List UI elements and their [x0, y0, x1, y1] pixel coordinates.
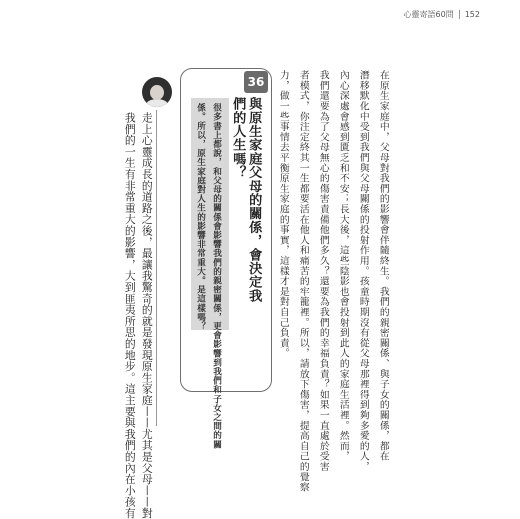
question-number-badge: 36 — [244, 71, 268, 93]
answer-column-2: 我們的一生有非常重大的影響，大到匪夷所思的地步。這主要與我們的內在小孩有 — [123, 112, 137, 519]
book-title: 心靈寄語60問 — [403, 10, 454, 19]
header-divider — [459, 10, 460, 19]
question-subtitle-line-2: 係。所以，原生家庭對人生的影響非常重大。是這樣嗎？ — [195, 103, 206, 331]
page-header — [404, 9, 480, 20]
question-title-line-2: 們的人生嗎？ — [230, 97, 246, 180]
body-column-3: 內心深處會感到匱乏和不安；長大後，這些陰影也會投射到此人的家庭生活裡。然而， — [337, 70, 349, 462]
body-column-1: 在原生家庭中，父母對我們的影響會伴隨終生。我們的親密關係、與子女的關係，都在 — [377, 70, 389, 462]
body-column-4: 我們還要為了父母無心的傷害責備他們多久？還要為我們的幸福負責？如果一直處於受害 — [317, 70, 329, 472]
author-avatar — [142, 77, 172, 107]
body-column-5: 者模式，你注定終其一生都要活在他人和痛苦的牢籠裡。所以，請放下傷害，提高自己的覺察 — [297, 70, 309, 493]
body-column-2: 潛移默化中受到我們與父母關係的投射作用。孩童時期沒有從父母那裡得到夠多愛的人， — [357, 70, 369, 472]
answer-column-1: 走上心靈成長的道路之後，最讓我驚奇的就是發現原生家庭——尤其是父母——對 — [140, 112, 154, 519]
page-number: 152 — [464, 10, 480, 19]
question-subtitle-line-1: 很多書上都說，和父母的關係會影響我們的親密關係，更會影響到我們和子女之間的關 — [211, 103, 222, 449]
answer-divider-line — [156, 110, 157, 426]
body-column-6: 力，做一些事情去平衡原生家庭的事實，這樣才是對自己負責。 — [277, 70, 289, 359]
question-title-line-1: 與原生家庭父母的關係，會決定我 — [246, 97, 262, 303]
